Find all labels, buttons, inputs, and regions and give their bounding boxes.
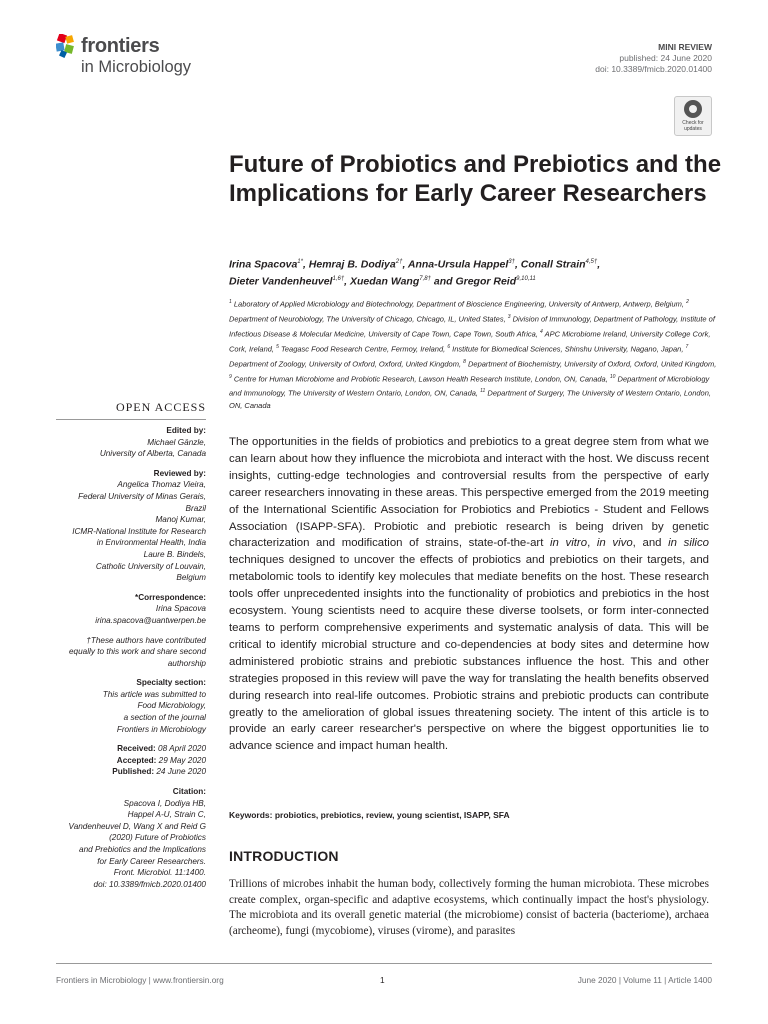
affiliation-text: Teagasc Food Research Centre, Fermoy, Ireland,: [278, 344, 448, 354]
affiliation-text: Centre for Human Microbiome and Probiotic Research, Lawson Health Research Institute, London, ON, Canada,: [231, 374, 610, 384]
affiliation-text: Department of Surgery, The University of Western Ontario, London, ON, Canada: [229, 388, 711, 411]
author-name[interactable]: Dieter Vandenheuvel: [229, 275, 333, 287]
affiliation-number: 10: [609, 373, 616, 380]
footer-divider: [56, 963, 712, 964]
article-dates: [30, 743, 206, 778]
reviewed-by: Angelica Thomaz Vieira, Federal University of Minas Gerais, Brazil Manoj Kumar, ICMR-National Institute for Research in Environmental Health, India Laure B. Bindels, Catholic University of Louvain, Belgium: [72, 480, 206, 583]
received-label: Received:: [117, 744, 156, 754]
edited-by: Michael Gänzle, University of Alberta, Canada: [99, 437, 206, 459]
affiliations: [229, 296, 719, 413]
published-label: Published:: [112, 767, 155, 777]
affiliation-number: 11: [480, 388, 486, 395]
article-type: MINI REVIEW: [658, 42, 712, 52]
affiliation-text: Department of Neurobiology, The University of Chicago, Chicago, IL, United States,: [229, 314, 508, 324]
author-separator: ,: [302, 258, 309, 271]
footer-volume-info: June 2020 | Volume 11 | Article 1400: [577, 975, 712, 985]
affiliation-number: 7: [685, 343, 689, 350]
author-name[interactable]: Anna-Ursula Happel: [407, 258, 509, 271]
article-info-sidebar: [30, 425, 206, 890]
affiliation-number: 9: [229, 373, 232, 380]
logo-word-frontiers: frontiers: [81, 35, 160, 57]
accepted-label: Accepted:: [116, 755, 157, 765]
citation-label: Citation:: [172, 787, 206, 797]
specialty-section-label: Specialty section:: [136, 678, 206, 688]
abstract-text-1: The opportunities in the fields of probiotics and prebiotics to a great degree stem from what we can learn about how they influence the microbiota and interact with the host. We discuss recent insights, cutting-edge technologies and controversial results from the perspective of early career researchers innovating in these areas. This perspective emerged from the 2019 meeting of the International Scientific Association for Probiotics and Prebiotics - Student and Fellows Association (ISAPP-SFA). Probiotic and prebiotic research is being driven by genetic characterization and modification of strains, state-of-the-art: [229, 436, 709, 550]
doi[interactable]: doi: 10.3389/fmicb.2020.01400: [595, 64, 712, 74]
author-affiliation-marker: 9,10,11: [516, 275, 536, 282]
author-list: [229, 255, 709, 288]
author-separator: ,: [597, 258, 601, 271]
author-name[interactable]: Gregor Reid: [455, 275, 517, 287]
frontiers-logo-icon: [56, 34, 78, 58]
keywords-value: probiotics, prebiotics, review, young scientist, ISAPP, SFA: [274, 810, 510, 820]
author-affiliation-marker: 7,8†: [419, 275, 431, 282]
section-heading-introduction: INTRODUCTION: [229, 848, 339, 864]
affiliation-text: Institute for Biomedical Sciences, Shinshu University, Nagano, Japan,: [450, 344, 686, 354]
affiliation-number: 8: [463, 358, 466, 365]
abstract-in-vitro: in vitro: [550, 537, 588, 550]
affiliation-text: APC Microbiome Ireland, University College Cork, Cork, Ireland,: [229, 329, 711, 354]
author-affiliation-marker: 1*: [297, 259, 303, 265]
badge-label-line1: Check for: [682, 120, 704, 126]
article-title: Future of Probiotics and Prebiotics and the Implications for Early Career Researchers: [229, 151, 722, 207]
affiliation-number: 5: [276, 343, 279, 350]
reviewed-by-label: Reviewed by:: [153, 468, 206, 478]
author-name[interactable]: Xuedan Wang: [350, 275, 420, 287]
abstract-in-silico: in silico: [668, 537, 709, 550]
affiliation-text: Division of Immunology, Department of Pathology, Institute of Infectious Disease & Molecular Medicine, University of Cape Town, Cape Town, South Africa,: [229, 314, 715, 339]
keywords: [229, 810, 709, 820]
article-meta: [595, 42, 712, 75]
equal-contribution-note: †These authors have contributed equally to this work and share second authorship: [69, 635, 206, 668]
abstract: [229, 434, 709, 755]
author-separator: ,: [402, 258, 408, 271]
author-affiliation-marker: 4,5†: [585, 259, 598, 265]
abstract-in-vivo: in vivo: [596, 537, 633, 550]
abstract-text-4: techniques designed to uncover the effects of probiotics and prebiotics on their targets, and metabolomic tools to identify key molecules that mediate benefits on the host. These research tools offer unprecedented insights into the functionality of probiotics and prebiotics in the host ecosystem. Young scientists need to acquire these diverse toolsets, or form inter-connected teams to perform comprehensive experiments and systematic analysis of data. This will be critical to identify microbial structure and co-dependencies at body sites and determine how administered probiotic strains and prebiotic substances influence the host. This and other strategies proposed in this review will pave the way for translating the health benefits observed during research into real-life outcomes. Probiotic strains and prebiotic products can contribute greatly to the amelioration of global issues threatening society. The intent of this article is to provide an early career researcher's perspective on where the biggest opportunities lie to advance science and impact human health.: [229, 554, 709, 753]
citation: Spacova I, Dodiya HB, Happel A-U, Strain C, Vandenheuvel D, Wang X and Reid G (2020) Future of Probiotics and Prebiotics and the Implications for Early Career Researchers. Front. Microbiol. 11:1400. doi: 10.3389/fmicb.2020.01400: [68, 798, 206, 889]
journal-logo: [56, 32, 216, 80]
introduction-body: Trillions of microbes inhabit the human body, collectively forming the human microbiota. These microbes create complex, organ-specific and adaptive ecosystems, which continually impact the host's physiology. The microbiota and its overall genetic material (the microbiome) consist of bacteria (bacteriome), archaea (archeome), fungi (mycobiome), viruses (virome), and parasites: [229, 878, 709, 937]
badge-label-line2: updates: [684, 126, 702, 132]
open-access-label: OPEN ACCESS: [56, 400, 206, 415]
edited-by-label: Edited by:: [166, 426, 206, 435]
author-name[interactable]: Hemraj B. Dodiya: [308, 258, 396, 271]
author-affiliation-marker: 1,6†: [332, 275, 345, 282]
author-name[interactable]: Conall Strain: [520, 258, 586, 271]
received-date: 08 April 2020: [158, 744, 206, 754]
keywords-label: Keywords:: [229, 810, 273, 820]
author-separator: and: [430, 275, 456, 287]
author-affiliation-marker: 2†: [395, 259, 403, 265]
author-affiliation-marker: 3†: [508, 259, 515, 265]
page-number: 1: [380, 975, 385, 985]
published-date-sidebar: 24 June 2020: [156, 767, 206, 777]
affiliation-text: Department of Zoology, University of Oxford, Oxford, United Kingdom,: [229, 359, 464, 369]
affiliation-text: Department of Microbiology and Immunology, The University of Western Ontario, London, ON, Canada,: [229, 374, 710, 398]
author-separator: ,: [344, 275, 351, 287]
specialty-section: This article was submitted to Food Microbiology, a section of the journal Frontiers in Microbiology: [102, 689, 206, 734]
affiliation-text: Laboratory of Applied Microbiology and Biotechnology, Department of Bioscience Engineering, University of Antwerp, Antwerp, Belgium,: [231, 299, 687, 309]
correspondence[interactable]: Irina Spacova irina.spacova@uantwerpen.be: [95, 604, 206, 625]
correspondence-label: *Correspondence:: [135, 592, 206, 602]
published-date: published: 24 June 2020: [619, 53, 712, 63]
affiliation-number: 3: [507, 313, 511, 320]
affiliation-number: 4: [539, 328, 543, 335]
accepted-date: 29 May 2020: [158, 755, 206, 765]
check-for-updates-badge[interactable]: [674, 96, 712, 136]
affiliation-number: 6: [447, 343, 451, 350]
abstract-text-3: , and: [632, 537, 669, 550]
affiliation-number: 1: [229, 299, 232, 305]
check-updates-icon: [684, 100, 702, 118]
author-name[interactable]: Irina Spacova: [229, 258, 298, 271]
footer-journal-site[interactable]: Frontiers in Microbiology | www.frontiersin.org: [56, 975, 224, 985]
affiliation-number: 2: [686, 299, 689, 305]
affiliation-text: Department of Biochemistry, University of Oxford, Oxford, United Kingdom,: [465, 359, 717, 369]
author-separator: ,: [514, 258, 521, 271]
logo-word-journal: in Microbiology: [81, 58, 192, 76]
abstract-text-2: ,: [587, 537, 597, 550]
